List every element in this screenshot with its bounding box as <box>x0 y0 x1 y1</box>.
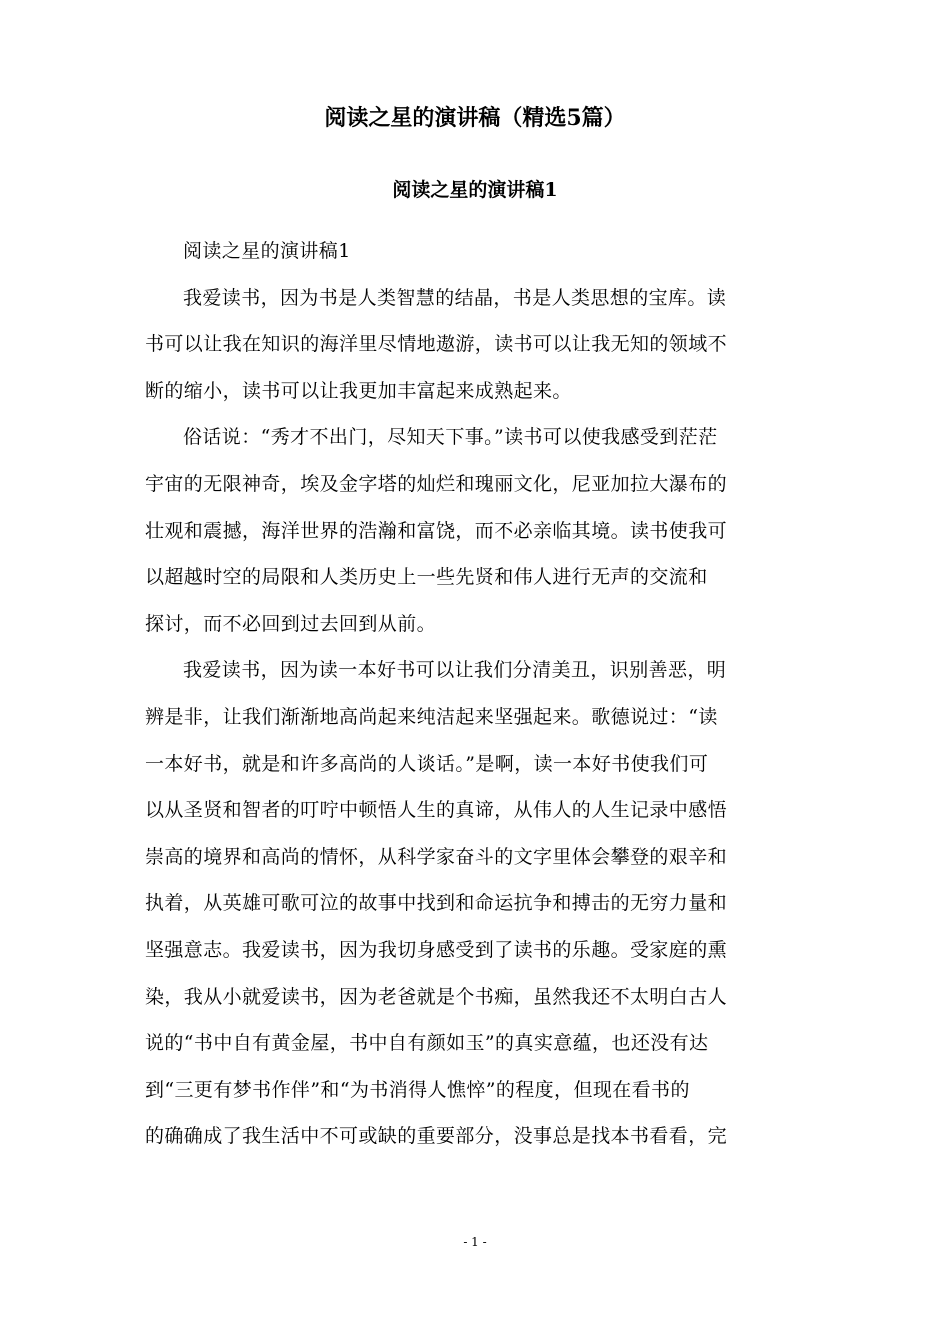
paragraph-line: 执着，从英雄可歌可泣的故事中找到和命运抗争和搏击的无穷力量和 <box>145 892 728 915</box>
paragraph-line: 探讨，而不必回到过去回到从前。 <box>145 612 437 635</box>
paragraph-line: 我爱读书，因为书是人类智慧的结晶，书是人类思想的宝库。读 <box>183 286 727 309</box>
paragraph-line: 阅读之星的演讲稿1 <box>183 240 351 262</box>
paragraph-line: 辨是非，让我们渐渐地高尚起来纯洁起来坚强起来。歌德说过：“读 <box>145 705 718 728</box>
paragraph-line: 说的“书中自有黄金屋，书中自有颜如玉”的真实意蕴，也还没有达 <box>145 1032 709 1055</box>
paragraph-line: 的确确成了我生活中不可或缺的重要部分，没事总是找本书看看，完 <box>145 1125 728 1148</box>
paragraph-line: 崇高的境界和高尚的情怀，从科学家奋斗的文字里体会攀登的艰辛和 <box>145 845 728 868</box>
paragraph-line: 断的缩小，读书可以让我更加丰富起来成熟起来。 <box>145 379 572 402</box>
paragraph-line: 以超越时空的局限和人类历史上一些先贤和伟人进行无声的交流和 <box>145 566 708 589</box>
paragraph-line: 到“三更有梦书作伴”和“为书消得人憔悴”的程度，但现在看书的 <box>145 1078 690 1101</box>
body-paragraph <box>145 647 805 1160</box>
paragraph-line: 以从圣贤和智者的叮咛中顿悟人生的真谛，从伟人的人生记录中感悟 <box>145 799 728 822</box>
paragraph-line: 坚强意志。我爱读书，因为我切身感受到了读书的乐趣。受家庭的熏 <box>145 938 728 961</box>
paragraph-line: 俗话说：“秀才不出门，尽知天下事。”读书可以使我感受到茫茫 <box>183 426 718 449</box>
document-title: 阅读之星的演讲稿（精选5篇） <box>324 105 626 131</box>
page-number: - 1 - <box>463 1235 487 1249</box>
body-paragraph <box>145 414 805 647</box>
body-paragraph <box>145 228 805 275</box>
paragraph-line: 书可以让我在知识的海洋里尽情地遨游，读书可以让我无知的领域不 <box>145 333 728 356</box>
paragraph-line: 壮观和震撼，海洋世界的浩瀚和富饶，而不必亲临其境。读书使我可 <box>145 519 728 542</box>
paragraph-line: 我爱读书，因为读一本好书可以让我们分清美丑，识别善恶，明 <box>183 659 727 682</box>
document-body <box>145 228 805 1160</box>
section-title: 阅读之星的演讲稿1 <box>392 179 558 201</box>
paragraph-line: 宇宙的无限神奇，埃及金字塔的灿烂和瑰丽文化，尼亚加拉大瀑布的 <box>145 472 728 495</box>
paragraph-line: 染，我从小就爱读书，因为老爸就是个书痴，虽然我还不太明白古人 <box>145 985 728 1008</box>
paragraph-line: 一本好书，就是和许多高尚的人谈话。”是啊，读一本好书使我们可 <box>145 752 709 775</box>
body-paragraph <box>145 275 805 415</box>
